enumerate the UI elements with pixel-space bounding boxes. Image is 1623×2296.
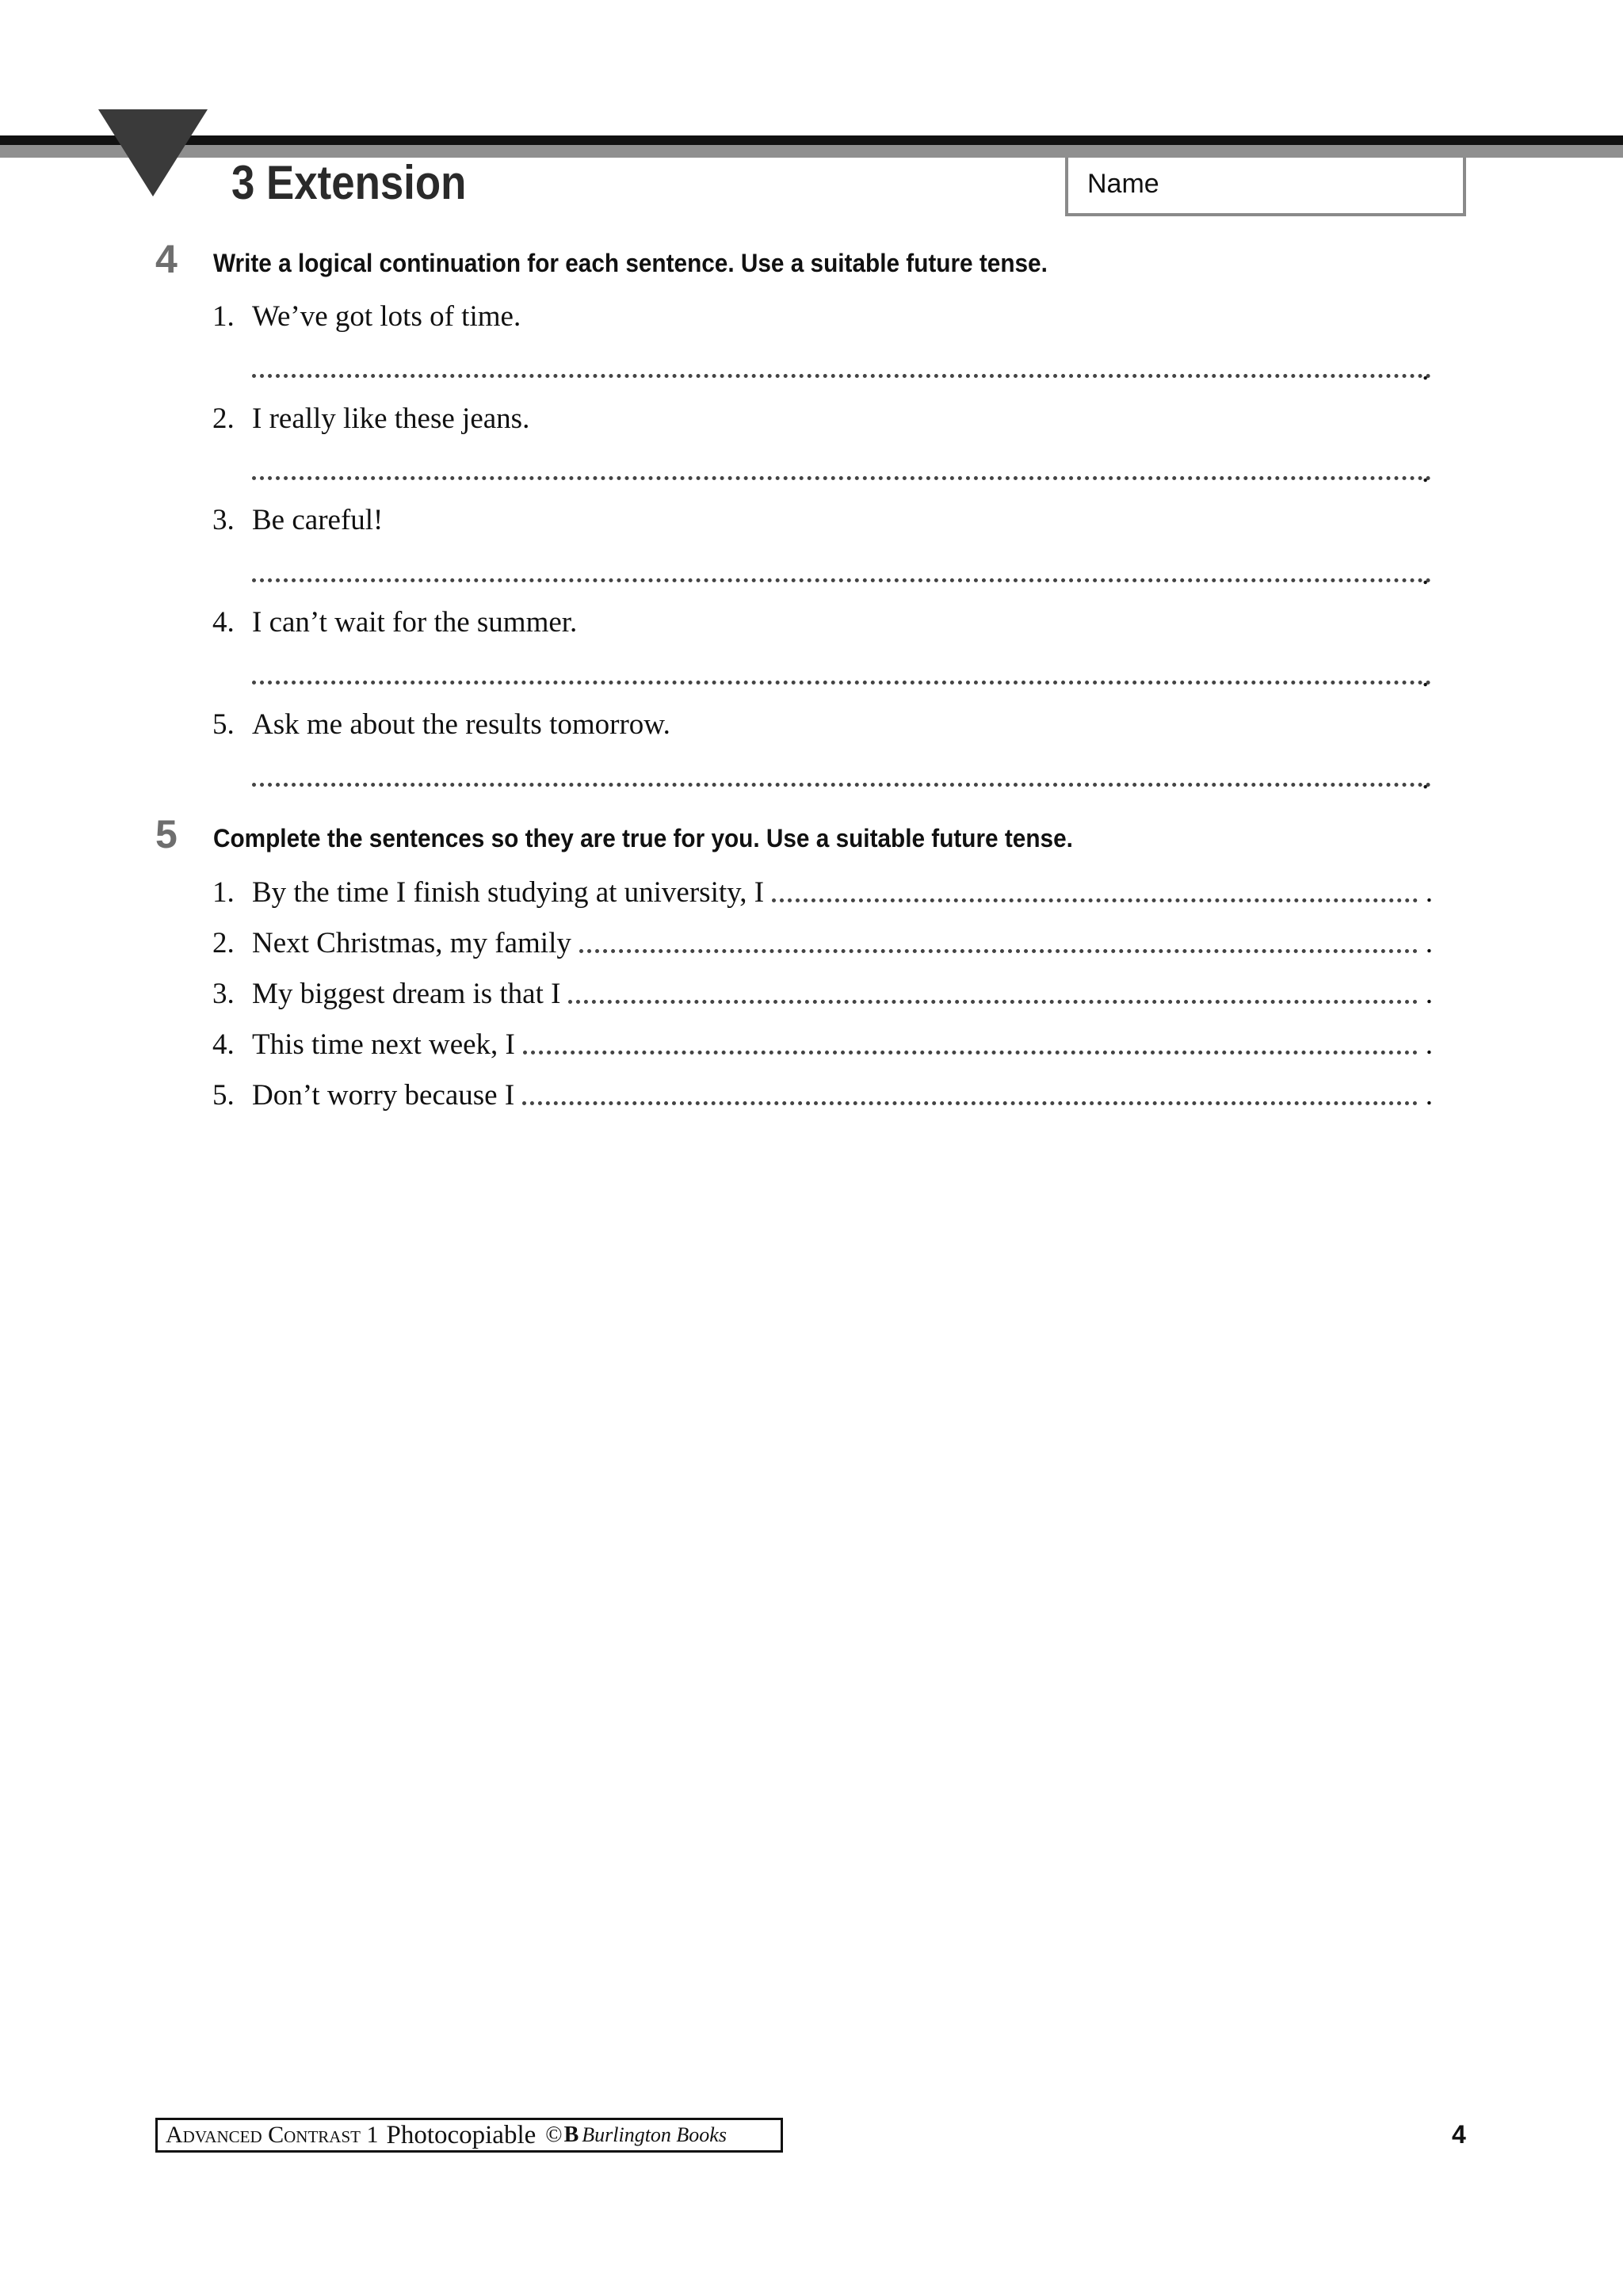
answer-line <box>523 1046 1418 1055</box>
line-end: . <box>1422 354 1430 387</box>
publisher-name: Burlington Books <box>582 2123 727 2146</box>
list-item: 1. We’ve got lots of time. <box>212 300 521 333</box>
answer-line <box>522 1097 1418 1105</box>
list-item: 3. Be careful! <box>212 504 384 536</box>
list-item[interactable]: 2. Next Christmas, my family . <box>212 927 1433 959</box>
list-item[interactable]: 3. My biggest dream is that I . <box>212 978 1433 1010</box>
answer-line[interactable] <box>252 368 1431 378</box>
exercise-number: 4 <box>155 237 178 281</box>
answer-line[interactable] <box>252 674 1431 685</box>
page-number: 4 <box>1452 2120 1466 2149</box>
header-bar <box>0 135 1623 145</box>
series-name: Advanced Contrast 1 <box>166 2122 379 2148</box>
answer-line <box>568 995 1417 1004</box>
name-field[interactable] <box>1065 158 1466 216</box>
copyright-symbol: © <box>545 2122 563 2147</box>
publisher-logo: B <box>563 2122 579 2147</box>
name-label: Name <box>1087 169 1159 199</box>
list-item: 4. I can’t wait for the summer. <box>212 606 578 639</box>
list-item[interactable]: 5. Don’t worry because I . <box>212 1079 1433 1112</box>
answer-line[interactable] <box>252 776 1431 787</box>
answer-line[interactable] <box>252 572 1431 582</box>
list-item: 5. Ask me about the results tomorrow. <box>212 708 670 741</box>
list-item: 2. I really like these jeans. <box>212 402 530 435</box>
page-title: 3 Extension <box>231 156 467 209</box>
answer-line[interactable] <box>252 470 1431 480</box>
photocopiable-label: Photocopiable <box>386 2120 537 2149</box>
answer-line <box>579 944 1418 953</box>
line-end: . <box>1422 763 1430 795</box>
line-end: . <box>1422 456 1430 489</box>
exercise-number: 5 <box>155 812 178 856</box>
exercise-instruction: Complete the sentences so they are true for you. Use a suitable future tense. <box>213 824 1073 852</box>
footer-credit <box>155 2118 783 2153</box>
line-end: . <box>1422 559 1430 591</box>
list-item[interactable]: 1. By the time I finish studying at university, I . <box>212 876 1433 909</box>
line-end: . <box>1422 661 1430 693</box>
list-item[interactable]: 4. This time next week, I . <box>212 1028 1433 1061</box>
triangle-icon <box>98 109 208 196</box>
exercise-instruction: Write a logical continuation for each sentence. Use a suitable future tense. <box>213 249 1048 277</box>
answer-line <box>772 894 1418 902</box>
